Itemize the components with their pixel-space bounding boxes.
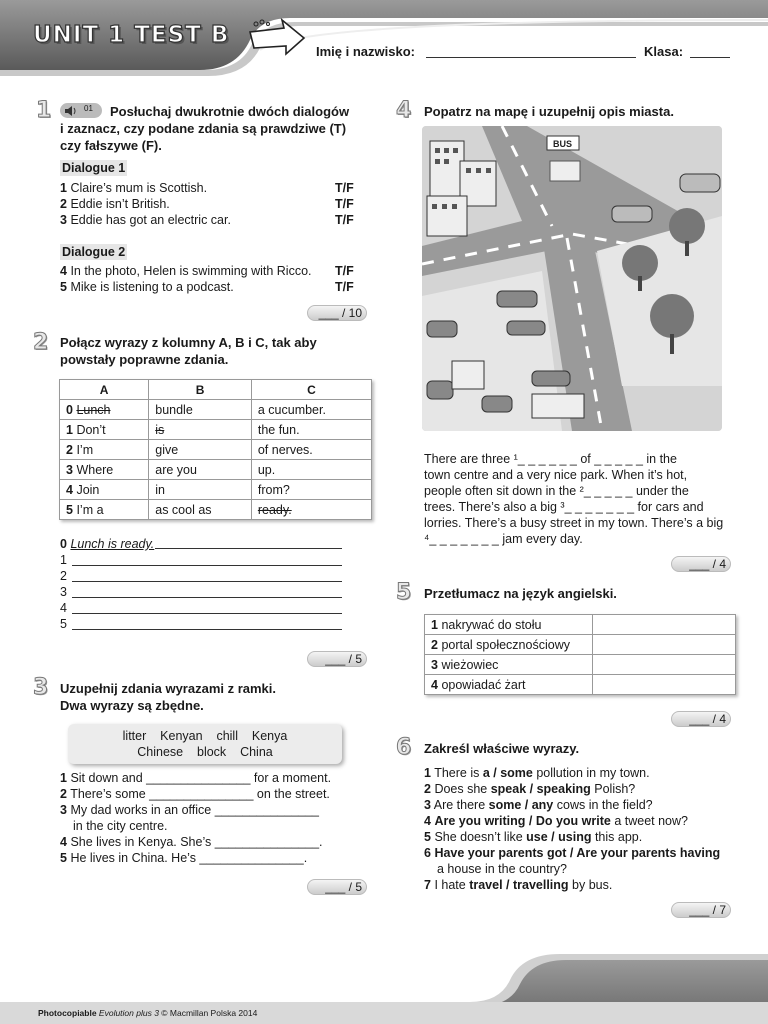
table-row: 3 wieżowiec (425, 655, 736, 675)
ex6-item-continuation: a house in the country? (437, 862, 567, 876)
exercise-4-instruction: Popatrz na mapę i uzupełnij opis miasta. (424, 104, 674, 119)
choice-options[interactable]: Are you writing / Do you write (434, 814, 611, 828)
ex6-item: 4 Are you writing / Do you write a tweet now? (424, 814, 688, 828)
ex1-true-false[interactable]: T/F (335, 264, 354, 278)
choice-options[interactable]: a / some (482, 766, 533, 780)
translation-answer-cell[interactable] (593, 615, 736, 635)
translation-answer-cell[interactable] (593, 635, 736, 655)
ex4-text-line: lorries. There’s a busy street in my town. There’s a big (424, 516, 724, 530)
column-b-header: B (149, 380, 252, 400)
exercise-2-number: 2 (33, 330, 49, 355)
dialogue-1-heading: Dialogue 1 (62, 161, 126, 175)
ex6-item: 3 Are there some / any cows in the field? (424, 798, 653, 812)
audio-track-badge[interactable] (60, 103, 102, 118)
speaker-icon (63, 104, 79, 118)
ex2-answer-line-number: 1 (60, 553, 67, 567)
bus-sign: BUS (553, 139, 573, 149)
answer-input[interactable] (72, 581, 342, 582)
ex6-item: 2 Does she speak / speaking Polish? (424, 782, 636, 796)
exercise-1-instruction-line-2: i zaznacz, czy podane zdania są prawdziwe (T) (60, 121, 347, 136)
ex1-item: 2 Eddie isn’t British. (60, 197, 170, 211)
ex2-answer-line-number: 3 (60, 585, 67, 599)
exercise-2-instruction-line-2: powstały poprawne zdania. (60, 352, 229, 367)
exercise-3-number: 3 (33, 675, 49, 700)
ex4-text-line: ⁴_ _ _ _ _ _ _ jam every day. (424, 532, 583, 546)
ex2-answer-line-number: 5 (60, 617, 67, 631)
choice-options[interactable]: speak / speaking (490, 782, 591, 796)
name-field[interactable] (426, 57, 636, 58)
choice-options[interactable]: travel / travelling (469, 878, 569, 892)
arrow-icon (246, 18, 308, 60)
column-c-header: C (251, 380, 371, 400)
ex3-item: 2 There’s some _______________ on the street. (60, 787, 330, 801)
exercise-5-instruction: Przetłumacz na język angielski. (424, 586, 617, 601)
table-row: 2 portal społecznościowy (425, 635, 736, 655)
exercise-6-instruction: Zakreśl właściwe wyrazy. (424, 741, 580, 756)
ex2-answer-line-number: 4 (60, 601, 67, 615)
dialogue-2-heading: Dialogue 2 (62, 245, 126, 259)
exercise-5-number: 5 (396, 580, 412, 605)
unit-title: UNIT 1 TEST B (33, 22, 230, 48)
ex3-item: 4 She lives in Kenya. She’s _______________. (60, 835, 323, 849)
ex6-item: 5 She doesn’t like use / using this app. (424, 830, 643, 844)
exercise-3-instruction-line-2: Dwa wyrazy są zbędne. (60, 698, 204, 713)
answer-input[interactable] (72, 565, 342, 566)
class-field[interactable] (690, 57, 730, 58)
exercise-6-number: 6 (396, 735, 412, 760)
ex1-item: 3 Eddie has got an electric car. (60, 213, 231, 227)
ex1-true-false[interactable]: T/F (335, 280, 354, 294)
exercise-2-score[interactable]: ___ / 5 (307, 651, 367, 667)
table-row: 1 nakrywać do stołu (425, 615, 736, 635)
table-row: 4 opowiadać żart (425, 675, 736, 695)
name-label: Imię i nazwisko: (316, 44, 415, 59)
ex3-item: 3 My dad works in an office _______________ (60, 803, 319, 817)
ex4-text-line: There are three ¹_ _ _ _ _ _ of _ _ _ _ _ in the (424, 452, 677, 466)
table-row: 0 Lunch bundle a cucumber. (60, 400, 372, 420)
ex3-item-continuation: in the city centre. (73, 819, 168, 833)
table-row: 1 Don’t is the fun. (60, 420, 372, 440)
ex1-item: 1 Claire’s mum is Scottish. (60, 181, 208, 195)
answer-input[interactable] (72, 597, 342, 598)
exercise-3-instruction-line-1: Uzupełnij zdania wyrazami z ramki. (60, 681, 277, 696)
ex4-text-line: people often sit down in the ²_ _ _ _ _ under the (424, 484, 689, 498)
exercise-1-instruction-line-1: Posłuchaj dwukrotnie dwóch dialogów (110, 104, 350, 119)
answer-line (155, 548, 342, 549)
answer-input[interactable] (72, 613, 342, 614)
exercise-3-score[interactable]: ___ / 5 (307, 879, 367, 895)
matching-table (59, 379, 372, 520)
exercise-1-number: 1 (36, 98, 52, 123)
ex2-answer-line-0: 0 Lunch is ready. (60, 537, 155, 551)
town-map-image (422, 126, 722, 431)
ex4-text-line: town centre and a very nice park. When it’s hot, (424, 468, 688, 482)
table-row: 4 Join in from? (60, 480, 372, 500)
exercise-4-number: 4 (396, 98, 412, 123)
ex1-item: 4 In the photo, Helen is swimming with Ricco. (60, 264, 312, 278)
translation-answer-cell[interactable] (593, 655, 736, 675)
choice-options[interactable]: Have your parents got / Are your parents having (434, 846, 721, 860)
word-box-line-2: Chinese block China (137, 745, 273, 759)
ex6-item: 1 There is a / some pollution in my town. (424, 766, 650, 780)
ex1-true-false[interactable]: T/F (335, 213, 354, 227)
ex4-text-line: trees. There’s also a big ³_ _ _ _ _ _ _ for cars and (424, 500, 704, 514)
ex3-item: 5 He lives in China. He’s _______________. (60, 851, 308, 865)
class-label: Klasa: (644, 44, 684, 59)
table-row: 5 I’m a as cool as ready. (60, 500, 372, 520)
footer-copyright: Photocopiable Evolution plus 3 © Macmillan Polska 2014 (38, 1008, 258, 1018)
choice-options[interactable]: some / any (488, 798, 554, 812)
choice-options[interactable]: use / using (526, 830, 592, 844)
exercise-2-instruction-line-1: Połącz wyrazy z kolumny A, B i C, tak aby (60, 335, 317, 350)
town-map-illustration (422, 126, 722, 431)
translation-answer-cell[interactable] (593, 675, 736, 695)
ex1-true-false[interactable]: T/F (335, 197, 354, 211)
table-row: 2 I’m give of nerves. (60, 440, 372, 460)
column-a-header: A (60, 380, 149, 400)
table-row: 3 Where are you up. (60, 460, 372, 480)
exercise-1-score[interactable]: ___ / 10 (307, 305, 367, 321)
exercise-1-instruction-line-3: czy fałszywe (F). (60, 138, 162, 153)
exercise-5-score[interactable]: ___ / 4 (671, 711, 731, 727)
ex2-answer-line-number: 2 (60, 569, 67, 583)
audio-track-number: 01 (84, 104, 93, 113)
answer-input[interactable] (72, 629, 342, 630)
word-box (68, 724, 342, 764)
exercise-6-score[interactable]: ___ / 7 (671, 902, 731, 918)
translation-table (424, 614, 736, 695)
word-box-line-1: litter Kenyan chill Kenya (122, 729, 288, 743)
ex3-item: 1 Sit down and _______________ for a moment. (60, 771, 332, 785)
exercise-4-score[interactable]: ___ / 4 (671, 556, 731, 572)
ex1-true-false[interactable]: T/F (335, 181, 354, 195)
ex1-item: 5 Mike is listening to a podcast. (60, 280, 234, 294)
ex6-item: 7 I hate travel / travelling by bus. (424, 878, 613, 892)
ex6-item: 6 Have your parents got / Are your parents having (424, 846, 721, 860)
